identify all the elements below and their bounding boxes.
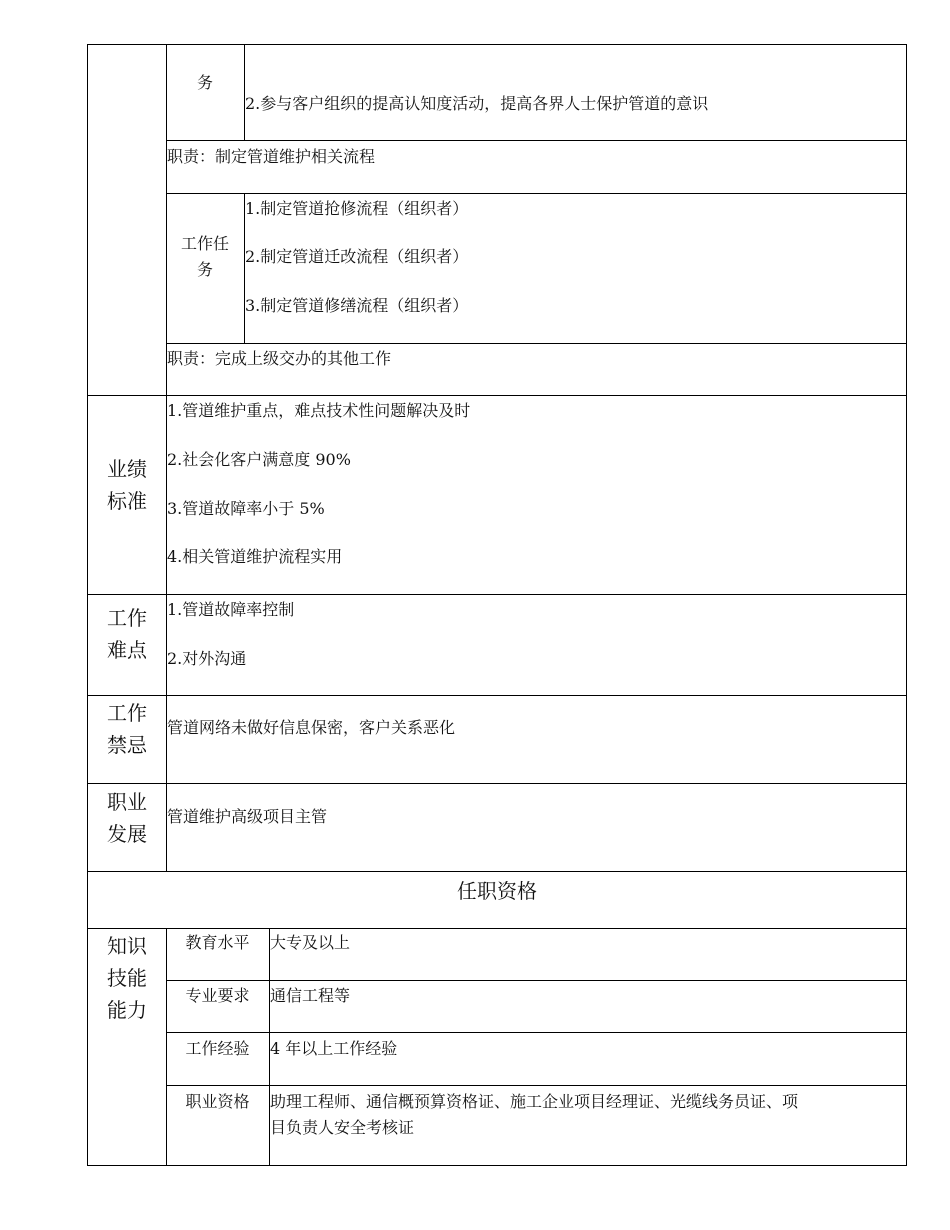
row-divider (166, 140, 907, 141)
qualification-name: 教育水平 (185, 933, 250, 952)
row-divider (87, 695, 907, 696)
row-divider (87, 783, 907, 784)
taboos-text: 管道网络未做好信息保密，客户关系恶化 (167, 718, 456, 737)
row-divider (87, 928, 907, 929)
row-divider (87, 395, 907, 396)
qualification-name: 专业要求 (185, 986, 250, 1005)
row-divider (166, 343, 907, 344)
row-divider (166, 1085, 907, 1086)
qualification-value: 大专及以上 (270, 933, 351, 952)
duty-title: 职责：制定管道维护相关流程 (167, 147, 376, 166)
difficulties-label: 工作 难点 (107, 606, 147, 662)
row-divider (87, 871, 907, 872)
career-label: 职业 发展 (107, 790, 147, 846)
qualification-value: 通信工程等 (270, 986, 351, 1005)
section-header: 任职资格 (457, 879, 537, 903)
performance-label: 业绩 标准 (107, 457, 147, 513)
qualification-name: 职业资格 (185, 1092, 250, 1111)
task-item: 2.制定管道迁改流程（组织者） (245, 247, 469, 266)
taboos-label: 工作 禁忌 (107, 701, 147, 757)
qualification-value-continued: 目负责人安全考核证 (270, 1118, 415, 1137)
task-item: 3.制定管道修缮流程（组织者） (245, 296, 469, 315)
career-text: 管道维护高级项目主管 (167, 807, 328, 826)
task-item: 1.制定管道抢修流程（组织者） (245, 199, 469, 218)
row-divider (166, 1032, 907, 1033)
task-label-continued: 务 (196, 73, 213, 92)
row-divider (87, 594, 907, 595)
qualification-name: 工作经验 (185, 1039, 250, 1058)
performance-item: 2.社会化客户满意度 90% (167, 450, 351, 469)
qualification-value: 4 年以上工作经验 (270, 1039, 398, 1058)
duty-title: 职责：完成上级交办的其他工作 (167, 349, 392, 368)
performance-item: 3.管道故障率小于 5% (167, 499, 325, 518)
qualification-value: 助理工程师、通信概预算资格证、施工企业项目经理证、光缆线务员证、项 (270, 1092, 799, 1111)
row-divider (166, 980, 907, 981)
row-divider (166, 193, 907, 194)
task-item: 2.参与客户组织的提高认知度活动，提高各界人士保护管道的意识 (245, 94, 709, 113)
task-label-divider-1 (244, 44, 245, 140)
difficulty-item: 2.对外沟通 (167, 649, 247, 668)
task-label: 工作任 务 (180, 234, 229, 279)
knowledge-label: 知识 技能 能力 (107, 934, 147, 1022)
difficulty-item: 1.管道故障率控制 (167, 600, 295, 619)
performance-item: 1.管道维护重点，难点技术性问题解决及时 (167, 401, 471, 420)
performance-item: 4.相关管道维护流程实用 (167, 547, 343, 566)
